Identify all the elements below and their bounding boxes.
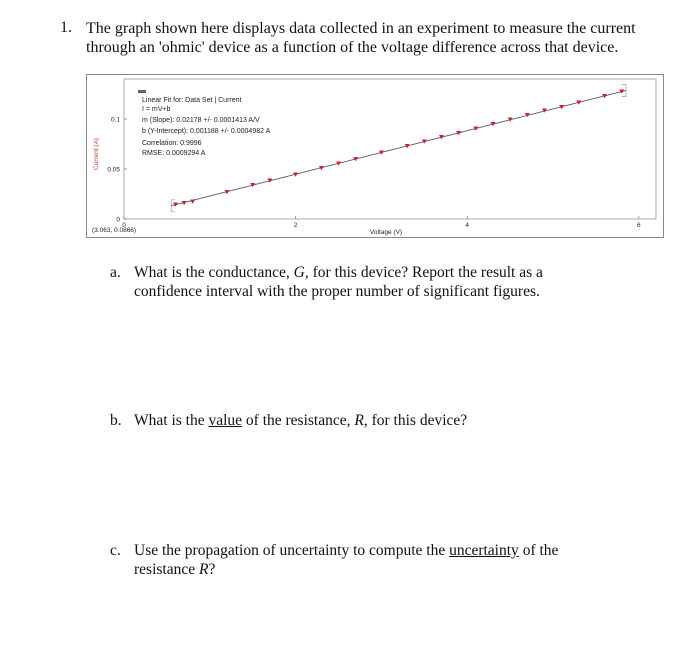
legend-line-3: b (Y-Intercept): 0.001188 +/- 0.0004982 A (142, 128, 271, 135)
part-a (110, 263, 610, 303)
part-c-post: ? (208, 561, 216, 578)
y-tick-label: 0 (116, 216, 120, 224)
x-tick-label: 6 (637, 222, 641, 229)
part-b-pre: What is the (134, 412, 209, 429)
x-tick-label: 2 (293, 222, 298, 229)
part-c-text (134, 541, 594, 579)
part-a-var: G (293, 264, 305, 281)
part-b-label: b. (110, 412, 122, 429)
part-a-post: , for this device? Report the result as a confidence interval with the proper number of significant figures. (134, 264, 543, 300)
y-axis-label: Current (A) (93, 137, 100, 171)
y-tick-label: 0.05 (107, 166, 120, 174)
part-a-text (134, 263, 594, 301)
part-b-mid: of the resistance, (242, 412, 355, 429)
chart-svg (86, 74, 664, 238)
part-c-label: c. (110, 542, 121, 559)
legend-line-1: I = mV+b (142, 106, 171, 113)
legend-title: Linear Fit for: Data Set | Current (142, 97, 242, 104)
legend-swatch (138, 90, 146, 93)
part-a-pre: What is the conductance, (134, 264, 294, 281)
part-b (110, 411, 610, 431)
legend-line-4: Correlation: 0.9996 (142, 140, 202, 147)
x-axis-label: Voltage (V) (369, 229, 403, 236)
part-b-post: , for this device? (363, 412, 468, 429)
chart (86, 74, 664, 238)
y-tick-label: 0.1 (110, 116, 120, 124)
part-c-pre: Use the propagation of uncertainty to compute the (134, 542, 450, 559)
x-tick-label: 0 (122, 222, 126, 229)
part-b-var: R (354, 412, 364, 429)
legend-line-2: m (Slope): 0.02178 +/- 0.0001413 A/V (142, 117, 260, 124)
part-a-label: a. (110, 264, 121, 281)
part-b-text (134, 411, 594, 430)
question-number: 1. (60, 19, 72, 36)
coordinate-readout: (3.063, 0.0866) (92, 227, 137, 234)
legend-line-5: RMSE: 0.0009294 A (142, 150, 206, 157)
question-intro: The graph shown here displays data collected in an experiment to measure the current through an 'ohmic' device as a function of the voltage difference across that device. (86, 20, 636, 56)
part-b-underlined: value (208, 412, 243, 429)
part-c-underlined: uncertainty (449, 542, 519, 559)
part-c-var: R (198, 561, 209, 578)
part-c-mid: of the resistance (134, 542, 559, 578)
part-c (110, 541, 610, 581)
x-tick-label: 4 (465, 222, 470, 229)
